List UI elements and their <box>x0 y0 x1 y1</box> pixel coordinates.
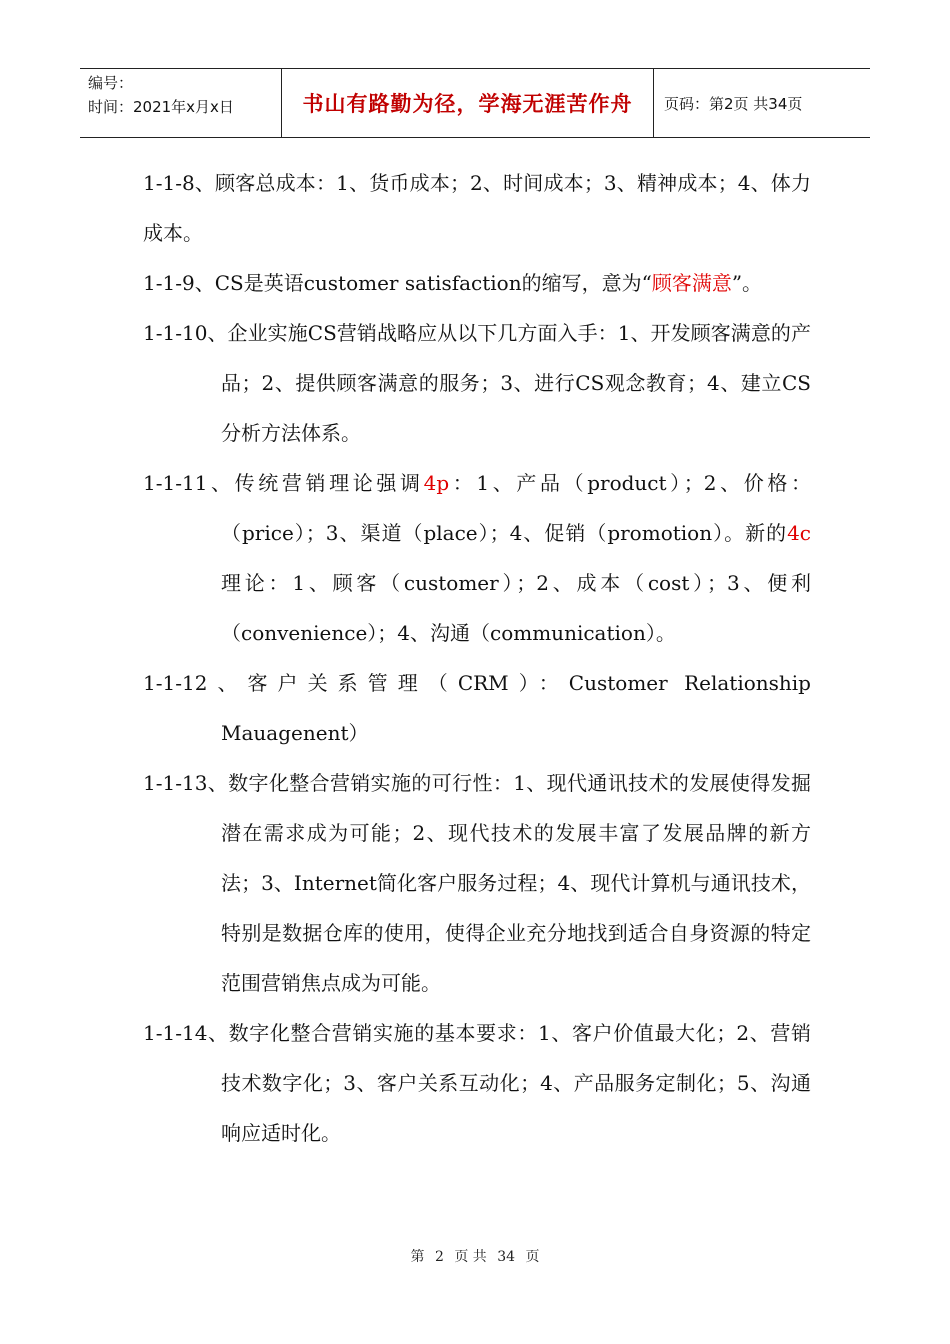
document-time: 时间：2021年x月x日 <box>88 98 234 116</box>
list-item <box>143 758 811 1008</box>
footer-page-number: 2 <box>434 1249 444 1265</box>
list-item <box>143 658 811 758</box>
page-header <box>80 68 870 138</box>
item-text: ：1、产品（product）；2、价格：（price）；3、渠道（place）；4、促销（promotion）。新的 <box>221 471 811 545</box>
header-motto-cell <box>282 69 654 137</box>
list-item <box>143 258 811 308</box>
document-body <box>143 158 811 1158</box>
highlight-text: 顾客满意 <box>651 271 732 295</box>
item-text: 理论：1、顾客（customer）；2、成本（cost）；3、便利（convenience）；4、沟通（communication）。 <box>221 571 811 645</box>
item-text: 1-1-11、传统营销理论强调 <box>143 471 424 495</box>
item-text: 1-1-14、数字化整合营销实施的基本要求：1、客户价值最大化；2、营销技术数字化；3、客户关系互动化；4、产品服务定制化；5、沟通响应适时化。 <box>143 1021 811 1145</box>
highlight-text: 4p <box>423 471 450 495</box>
item-text: 1-1-8、顾客总成本：1、货币成本；2、时间成本；3、精神成本；4、体力成本。 <box>143 171 811 245</box>
item-text: 1-1-10、企业实施CS营销战略应从以下几方面入手：1、开发顾客满意的产品；2、提供顾客满意的服务；3、进行CS观念教育；4、建立CS分析方法体系。 <box>143 321 811 445</box>
footer-suffix: 页 <box>525 1249 540 1265</box>
item-text: 1-1-13、数字化整合营销实施的可行性：1、现代通讯技术的发展使得发掘潜在需求成为可能；2、现代技术的发展丰富了发展品牌的新方法；3、Internet简化客户服务过程；4、现代计算机与通讯技术，特别是数据仓库的使用，使得企业充分地找到适合自身资源的特定范围营销焦点成为可能。 <box>143 771 811 995</box>
header-motto: 书山有路勤为径，学海无涯苦作舟 <box>302 91 633 116</box>
header-meta <box>80 69 282 137</box>
item-text: ”。 <box>731 271 763 295</box>
item-text: 1-1-12、客户关系管理（CRM）：Customer Relationship Mauagenent） <box>143 671 811 745</box>
footer-mid: 页 共 <box>454 1249 487 1265</box>
footer-prefix: 第 <box>410 1249 425 1265</box>
page-footer <box>0 1246 950 1266</box>
document-number-label: 编号： <box>88 74 134 92</box>
list-item <box>143 158 811 258</box>
list-item <box>143 308 811 458</box>
highlight-text: 4c <box>787 521 811 545</box>
list-item <box>143 1008 811 1158</box>
header-page-info: 页码：第2页 共34页 <box>664 94 803 113</box>
item-text: 1-1-9、CS是英语customer satisfaction的缩写，意为“ <box>143 271 652 295</box>
header-page-cell <box>654 69 870 137</box>
footer-total-pages: 34 <box>497 1249 516 1265</box>
list-item <box>143 458 811 658</box>
